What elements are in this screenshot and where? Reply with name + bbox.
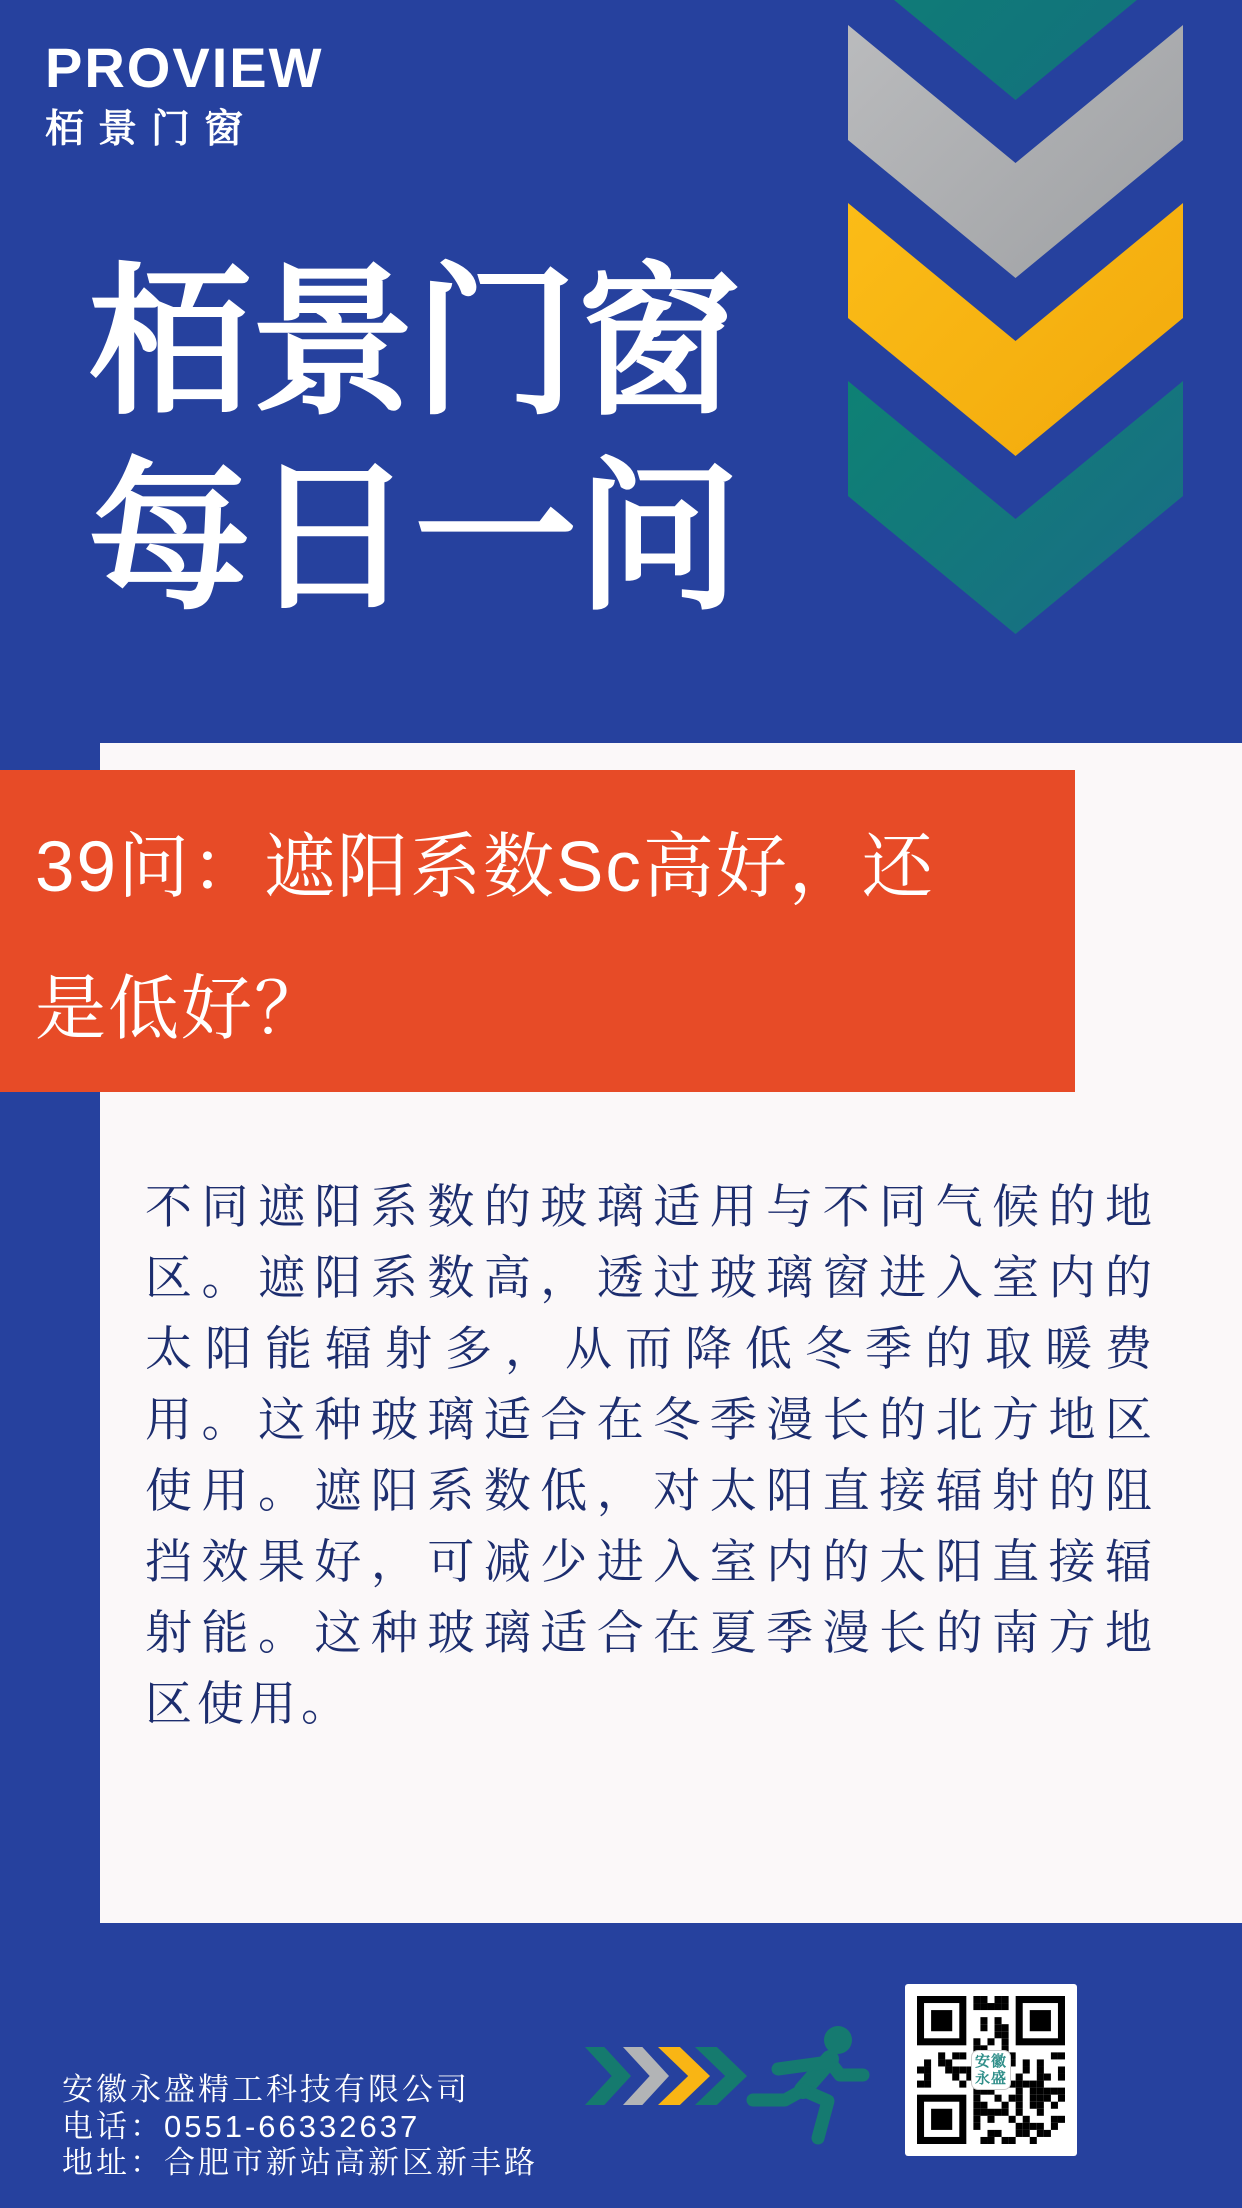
company-address: 地址：合肥市新站高新区新丰路 — [62, 2145, 538, 2180]
qr-code — [905, 1984, 1077, 2156]
text-line: 使用。遮阳系数低，对太阳直接辐射的阻 — [145, 1464, 1157, 1517]
brand-logo — [45, 36, 323, 154]
text-line: 区使用。 — [145, 1677, 353, 1730]
text-line: 区。遮阳系数高，透过玻璃窗进入室内的 — [145, 1251, 1157, 1304]
question-banner — [0, 770, 1075, 1092]
text-line: 不同遮阳系数的玻璃适用与不同气候的地 — [145, 1180, 1157, 1233]
page-title — [88, 245, 740, 635]
company-phone: 电话：0551-66332637 — [62, 2108, 421, 2144]
chevron-right-icon — [585, 2047, 631, 2105]
qr-logo-text-line1: 安徽 — [974, 2053, 1007, 2070]
brand-logo-text: PROVIEW — [45, 36, 324, 99]
company-info — [62, 2072, 538, 2182]
company-name: 安徽永盛精工科技有限公司 — [62, 2072, 470, 2107]
qr-logo-text-line2: 永盛 — [974, 2070, 1007, 2087]
page-title-line2: 每日一问 — [88, 446, 741, 629]
text-line: 太阳能辐射多，从而降低冬季的取暖费 — [145, 1322, 1157, 1375]
page-title-line1: 栢景门窗 — [88, 251, 741, 434]
brand-logo-subtext: 栢景门窗 — [45, 108, 258, 151]
question-line: 39问：遮阳系数Sc高好，还 — [35, 828, 935, 907]
question-line: 是低好？ — [35, 970, 328, 1049]
runner-icon — [745, 2018, 875, 2148]
text-line: 用。这种玻璃适合在冬季漫长的北方地区 — [145, 1393, 1157, 1446]
footer-arrow-stack — [585, 2047, 760, 2105]
text-line: 射能。这种玻璃适合在夏季漫长的南方地 — [145, 1606, 1157, 1659]
text-line: 挡效果好，可减少进入室内的太阳直接辐 — [145, 1535, 1157, 1588]
qr-center-logo — [971, 2050, 1011, 2090]
hero-chevron-stack — [848, 0, 1183, 640]
answer-paragraph — [145, 1171, 1157, 1739]
